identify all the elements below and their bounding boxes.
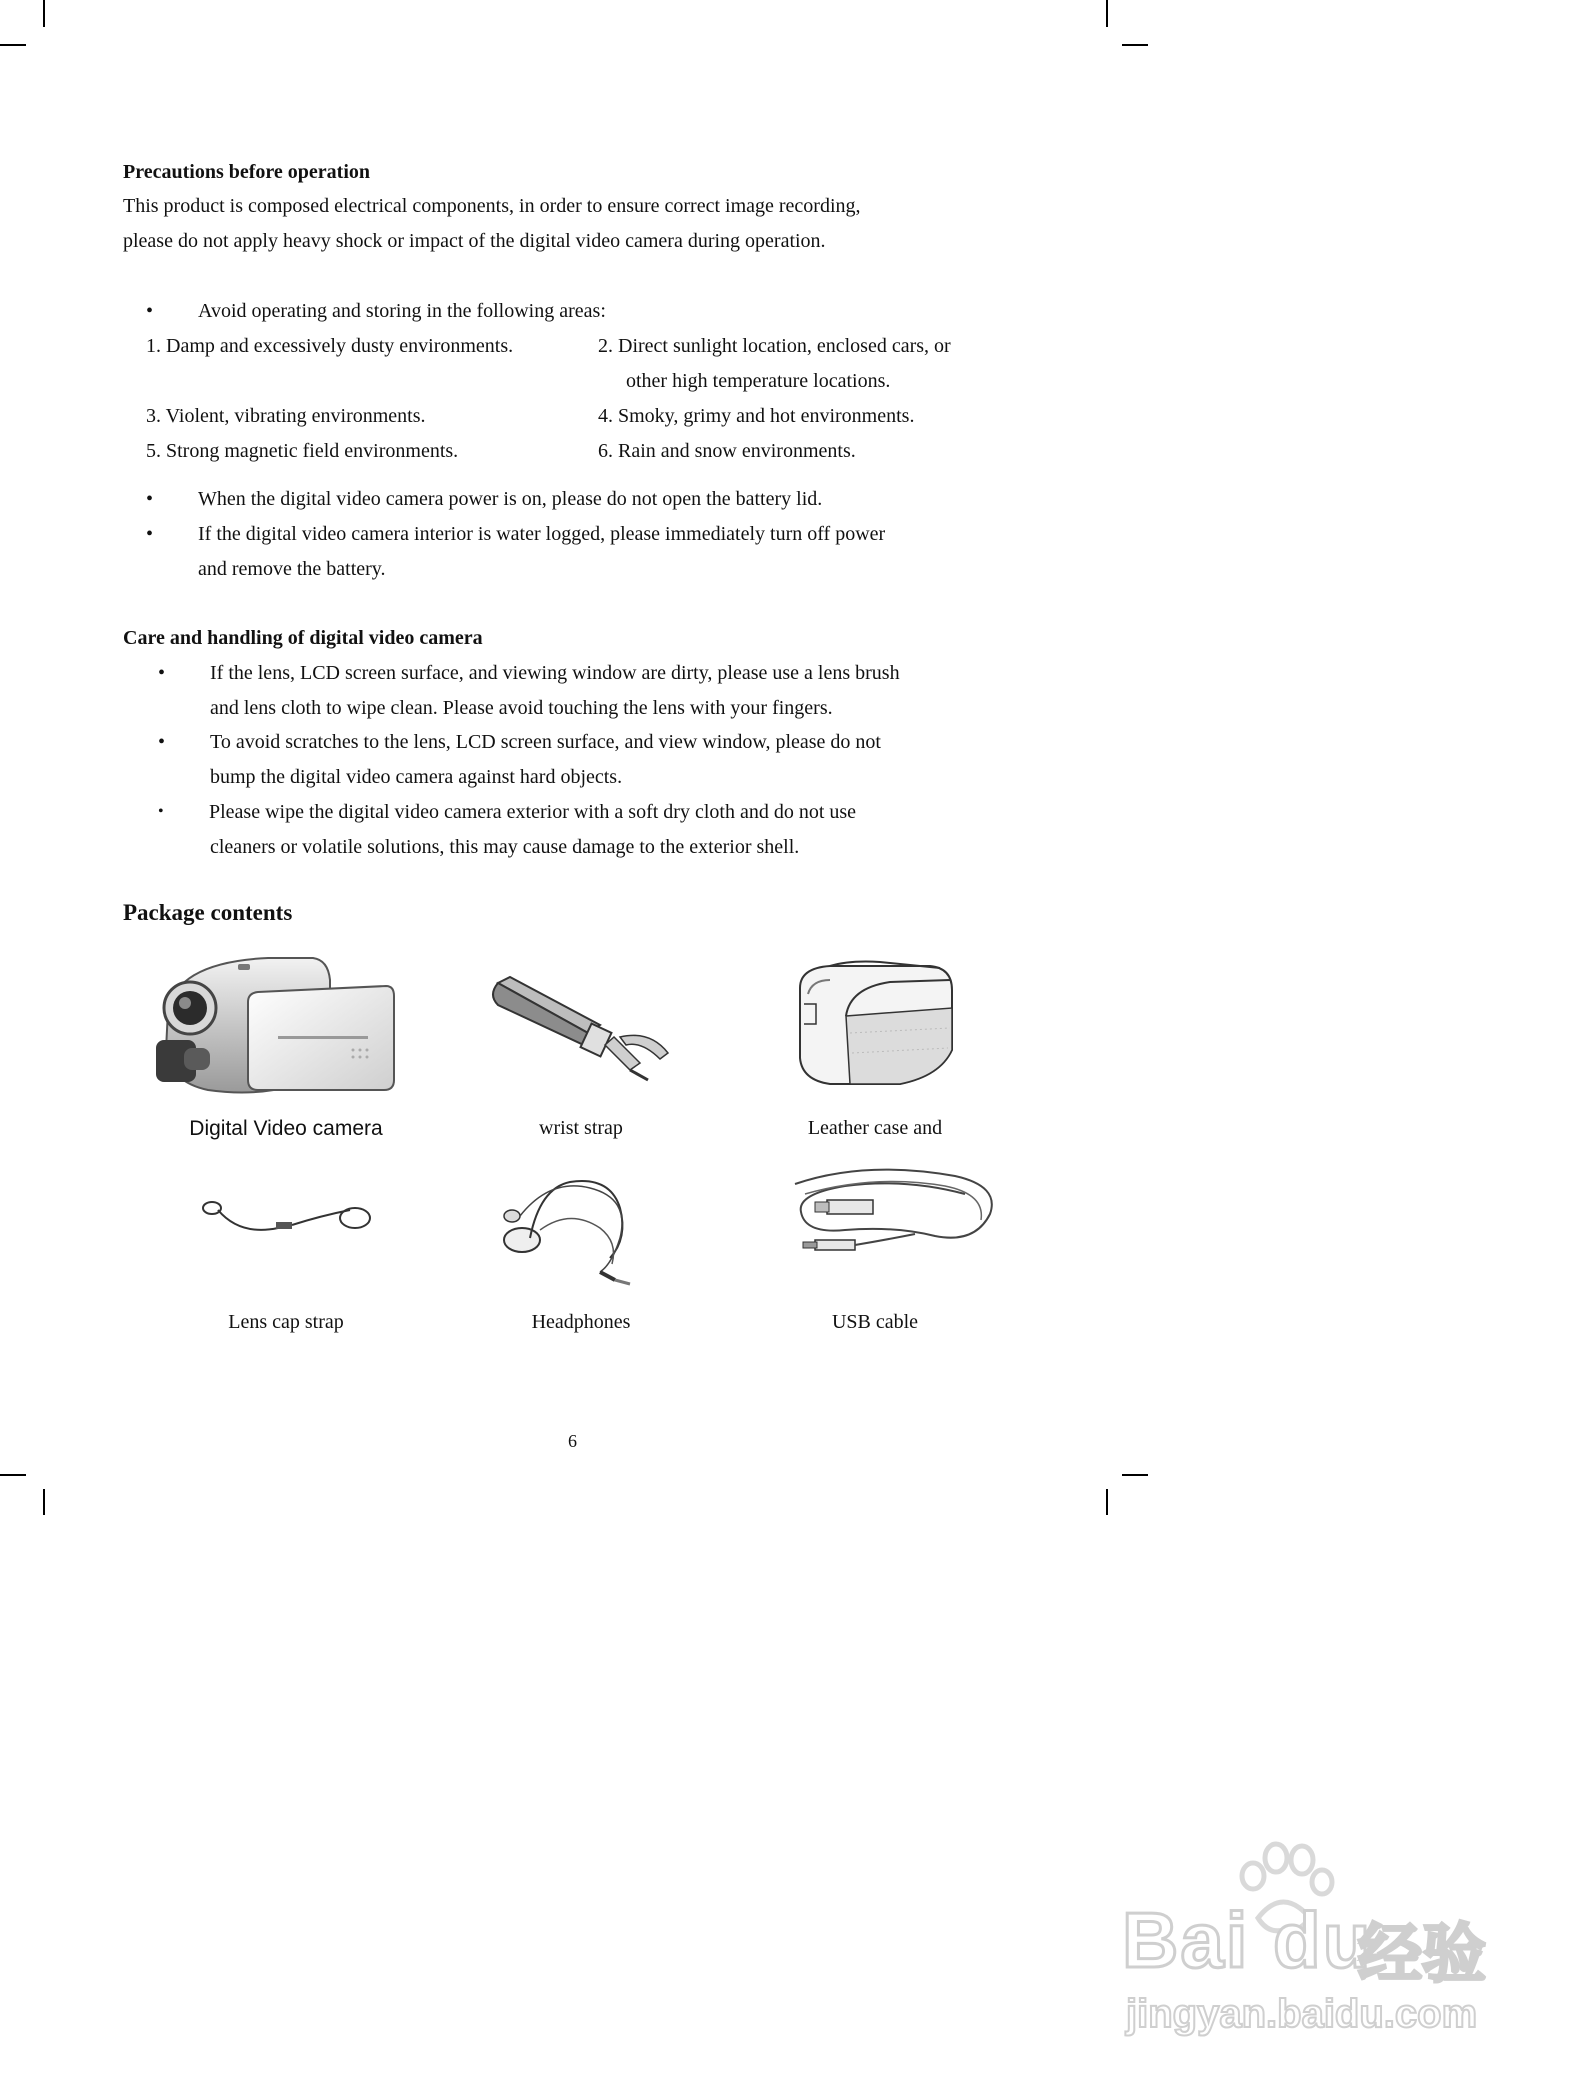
bullet-text: and lens cloth to wipe clean. Please avoid touching the lens with your fingers. [210,697,833,719]
area-item: 6. Rain and snow environments. [598,440,856,462]
package-item-label: wrist strap [539,1117,623,1139]
usb-cable-icon [785,1164,1000,1264]
bullet-text: Avoid operating and storing in the following areas: [198,300,606,322]
area-item: 1. Damp and excessively dusty environments. [146,335,514,357]
headphones-icon [500,1168,665,1288]
intro-line: please do not apply heavy shock or impact of the digital video camera during operation. [123,230,826,252]
section-heading-precautions: Precautions before operation [123,161,371,183]
package-item-label: Digital Video camera [189,1117,383,1140]
bullet-icon: • [158,803,164,820]
crop-mark [43,0,45,27]
bullet-icon: • [158,731,166,753]
bullet-text: Please wipe the digital video camera exterior with a soft dry cloth and do not use [209,801,857,823]
bullet-text: and remove the battery. [198,558,386,580]
section-heading-care: Care and handling of digital video camera [123,627,483,649]
bullet-icon: • [158,662,166,684]
package-item-label: Lens cap strap [228,1311,344,1333]
crop-mark [1106,1489,1108,1515]
watermark-brand: Bai du [1122,1896,1373,1984]
bullet-text: If the lens, LCD screen surface, and viewing window are dirty, please use a lens brush [210,662,900,684]
area-item: 5. Strong magnetic field environments. [146,440,459,462]
area-item: 3. Violent, vibrating environments. [146,405,426,427]
package-item-label: USB cable [831,1311,919,1333]
bullet-text: cleaners or volatile solutions, this may cause damage to the exterior shell. [210,836,800,858]
bullet-icon: • [146,523,154,545]
bullet-icon: • [146,488,154,510]
watermark-url: jingyan.baidu.com [1126,1992,1478,2036]
bullet-text: To avoid scratches to the lens, LCD screen surface, and view window, please do not [210,731,881,753]
crop-mark [43,1489,45,1515]
crop-mark [0,1474,26,1476]
bullet-text: bump the digital video camera against hard objects. [210,766,623,788]
section-heading-package: Package contents [123,900,293,925]
wrist-strap-icon [490,975,675,1085]
package-item-label: Headphones [531,1311,631,1333]
crop-mark [1106,0,1108,27]
area-item: 4. Smoky, grimy and hot environments. [598,405,915,427]
camcorder-icon [148,950,398,1105]
page-number: 6 [568,1431,577,1451]
crop-mark [1122,44,1148,46]
area-item: 2. Direct sunlight location, enclosed cars, or [598,335,951,357]
case-icon [790,958,960,1093]
intro-line: This product is composed electrical components, in order to ensure correct image recording, [123,195,861,217]
bullet-text: If the digital video camera interior is water logged, please immediately turn off power [198,523,886,545]
area-item: other high temperature locations. [626,370,891,392]
lens-cap-strap-icon [200,1196,375,1241]
package-item-label: Leather case and [807,1117,943,1139]
crop-mark [0,44,26,46]
bullet-text: When the digital video camera power is on, please do not open the battery lid. [198,488,823,510]
watermark-brand-cn: 经验 [1358,1918,1486,1990]
bullet-icon: • [146,300,154,322]
crop-mark [1122,1474,1148,1476]
